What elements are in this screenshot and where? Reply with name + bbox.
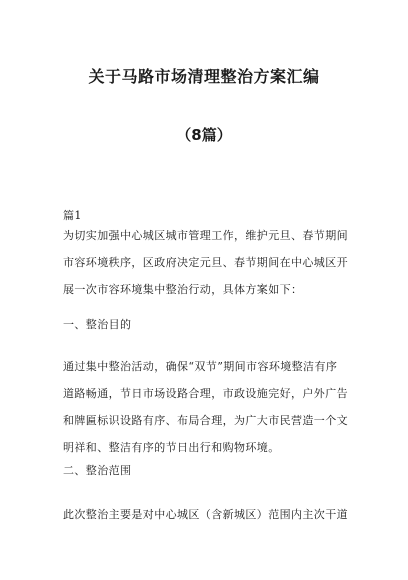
heading-text: 一、整治目的 bbox=[63, 318, 132, 331]
paragraph-line: 为切实加强中心城区城市管理工作，维护元旦、春节期间 bbox=[63, 229, 348, 242]
paragraph-line: 市容环境秩序，区政府决定元旦、春节期间在中心城区开 bbox=[63, 256, 348, 269]
heading-purpose bbox=[63, 311, 351, 338]
paragraph-line: 展一次市容环境集中整治行动，具体方案如下： bbox=[63, 283, 303, 296]
document-title: 关于马路市场清理整治方案汇编 bbox=[88, 67, 320, 86]
purpose-paragraph bbox=[63, 353, 351, 461]
paragraph-line: 明祥和、整洁有序的节日出行和购物环境。 bbox=[63, 441, 280, 454]
heading-scope bbox=[63, 457, 351, 484]
heading-text: 二、整治范围 bbox=[63, 464, 132, 477]
paragraph-line: 和牌匾标识设路有序、布局合理，为广大市民营造一个文 bbox=[63, 414, 348, 427]
paragraph-line: 通过集中整治活动，确保“双节”期间市容环境整洁有序 bbox=[63, 360, 338, 373]
section-label-text: 篇1 bbox=[63, 209, 82, 222]
intro-paragraph bbox=[63, 222, 351, 303]
scope-paragraph bbox=[63, 501, 351, 528]
paragraph-line: 此次整治主要是对中心城区（含新城区）范围内主次干道 bbox=[63, 508, 348, 521]
paragraph-line: 道路畅通，节日市场设路合理，市政设施完好，户外广告 bbox=[63, 387, 348, 400]
document-subtitle: （8篇） bbox=[176, 126, 232, 144]
